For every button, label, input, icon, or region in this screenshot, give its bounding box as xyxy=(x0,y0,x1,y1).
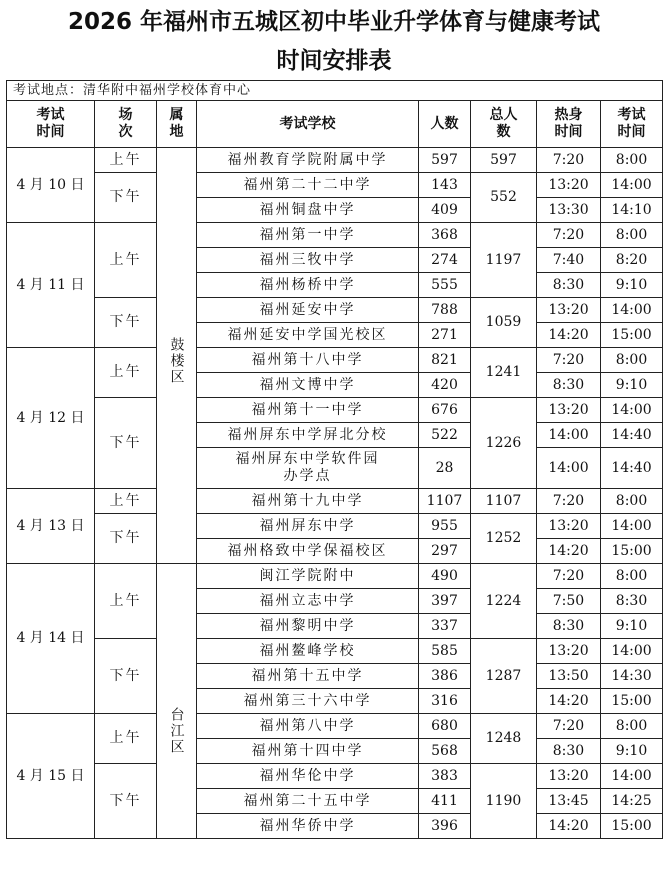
warmup-cell: 14:00 xyxy=(537,448,601,489)
warmup-cell: 13:20 xyxy=(537,514,601,539)
table-row xyxy=(7,398,663,423)
exam-cell: 8:00 xyxy=(601,223,663,248)
warmup-cell: 7:20 xyxy=(537,564,601,589)
total-cell: 1287 xyxy=(471,639,537,714)
session-cell: 下午 xyxy=(95,173,157,223)
warmup-cell: 14:00 xyxy=(537,423,601,448)
total-cell: 1197 xyxy=(471,223,537,298)
session-cell: 上午 xyxy=(95,223,157,298)
exam-cell: 15:00 xyxy=(601,539,663,564)
table-row xyxy=(7,764,663,789)
header-warmup: 热身 时间 xyxy=(537,101,601,148)
exam-cell: 14:25 xyxy=(601,789,663,814)
school-cell: 福州第十一中学 xyxy=(197,398,419,423)
total-cell: 552 xyxy=(471,173,537,223)
exam-cell: 8:00 xyxy=(601,148,663,173)
warmup-cell: 7:50 xyxy=(537,589,601,614)
warmup-cell: 8:30 xyxy=(537,373,601,398)
count-cell: 396 xyxy=(419,814,471,839)
exam-cell: 14:30 xyxy=(601,664,663,689)
school-cell: 福州文博中学 xyxy=(197,373,419,398)
exam-cell: 14:40 xyxy=(601,423,663,448)
district-cell-gulou xyxy=(157,148,197,564)
warmup-cell: 7:20 xyxy=(537,223,601,248)
school-cell: 福州黎明中学 xyxy=(197,614,419,639)
count-cell: 143 xyxy=(419,173,471,198)
date-cell: 4 月 13 日 xyxy=(7,489,95,564)
school-cell: 福州第十五中学 xyxy=(197,664,419,689)
warmup-cell: 13:30 xyxy=(537,198,601,223)
count-cell: 383 xyxy=(419,764,471,789)
session-cell: 下午 xyxy=(95,514,157,564)
exam-cell: 14:00 xyxy=(601,298,663,323)
school-cell: 福州铜盘中学 xyxy=(197,198,419,223)
warmup-cell: 13:20 xyxy=(537,398,601,423)
district-label-taijiang: 台江区 xyxy=(168,707,185,755)
exam-cell: 8:00 xyxy=(601,714,663,739)
exam-cell: 9:10 xyxy=(601,614,663,639)
table-row xyxy=(7,489,663,514)
warmup-cell: 13:50 xyxy=(537,664,601,689)
table-row xyxy=(7,298,663,323)
session-cell: 下午 xyxy=(95,764,157,839)
school-cell: 福州延安中学国光校区 xyxy=(197,323,419,348)
school-cell: 福州鳌峰学校 xyxy=(197,639,419,664)
school-cell: 福州立志中学 xyxy=(197,589,419,614)
count-cell: 297 xyxy=(419,539,471,564)
warmup-cell: 13:20 xyxy=(537,298,601,323)
count-cell: 585 xyxy=(419,639,471,664)
total-cell: 1226 xyxy=(471,398,537,489)
date-cell: 4 月 10 日 xyxy=(7,148,95,223)
warmup-cell: 13:45 xyxy=(537,789,601,814)
header-exam: 考试 时间 xyxy=(601,101,663,148)
exam-cell: 8:20 xyxy=(601,248,663,273)
warmup-cell: 7:20 xyxy=(537,714,601,739)
school-cell: 福州屏东中学 xyxy=(197,514,419,539)
school-cell: 福州第一中学 xyxy=(197,223,419,248)
date-cell: 4 月 12 日 xyxy=(7,348,95,489)
total-cell: 1241 xyxy=(471,348,537,398)
header-session: 场 次 xyxy=(95,101,157,148)
header-count: 人数 xyxy=(419,101,471,148)
total-cell: 597 xyxy=(471,148,537,173)
warmup-cell: 7:20 xyxy=(537,489,601,514)
count-cell: 522 xyxy=(419,423,471,448)
total-cell: 1248 xyxy=(471,714,537,764)
session-cell: 下午 xyxy=(95,298,157,348)
table-row xyxy=(7,564,663,589)
warmup-cell: 8:30 xyxy=(537,739,601,764)
header-school: 考试学校 xyxy=(197,101,419,148)
count-cell: 821 xyxy=(419,348,471,373)
school-cell: 福州屏东中学软件园 办学点 xyxy=(197,448,419,489)
count-cell: 28 xyxy=(419,448,471,489)
school-cell: 福州华侨中学 xyxy=(197,814,419,839)
header-date: 考试 时间 xyxy=(7,101,95,148)
warmup-cell: 14:20 xyxy=(537,323,601,348)
exam-cell: 14:00 xyxy=(601,173,663,198)
school-cell: 福州第十九中学 xyxy=(197,489,419,514)
exam-cell: 14:00 xyxy=(601,639,663,664)
warmup-cell: 14:20 xyxy=(537,814,601,839)
school-cell: 福州第十四中学 xyxy=(197,739,419,764)
count-cell: 788 xyxy=(419,298,471,323)
exam-cell: 9:10 xyxy=(601,739,663,764)
warmup-cell: 14:20 xyxy=(537,539,601,564)
warmup-cell: 7:20 xyxy=(537,348,601,373)
exam-cell: 15:00 xyxy=(601,689,663,714)
exam-cell: 14:10 xyxy=(601,198,663,223)
date-cell: 4 月 11 日 xyxy=(7,223,95,348)
total-cell: 1190 xyxy=(471,764,537,839)
school-cell: 福州第三十六中学 xyxy=(197,689,419,714)
count-cell: 409 xyxy=(419,198,471,223)
table-row xyxy=(7,514,663,539)
count-cell: 316 xyxy=(419,689,471,714)
total-cell: 1107 xyxy=(471,489,537,514)
session-cell: 下午 xyxy=(95,639,157,714)
warmup-cell: 7:20 xyxy=(537,148,601,173)
warmup-cell: 7:40 xyxy=(537,248,601,273)
table-row xyxy=(7,348,663,373)
school-cell: 福州屏东中学屏北分校 xyxy=(197,423,419,448)
total-cell: 1252 xyxy=(471,514,537,564)
count-cell: 271 xyxy=(419,323,471,348)
count-cell: 490 xyxy=(419,564,471,589)
count-cell: 555 xyxy=(419,273,471,298)
count-cell: 397 xyxy=(419,589,471,614)
exam-cell: 8:00 xyxy=(601,348,663,373)
session-cell: 上午 xyxy=(95,564,157,639)
table-row xyxy=(7,223,663,248)
table-row xyxy=(7,148,663,173)
school-cell: 福州三牧中学 xyxy=(197,248,419,273)
warmup-cell: 14:20 xyxy=(537,689,601,714)
date-cell: 4 月 14 日 xyxy=(7,564,95,714)
count-cell: 337 xyxy=(419,614,471,639)
warmup-cell: 13:20 xyxy=(537,764,601,789)
school-cell: 福州格致中学保福校区 xyxy=(197,539,419,564)
school-cell: 福州第二十五中学 xyxy=(197,789,419,814)
count-cell: 386 xyxy=(419,664,471,689)
exam-cell: 8:00 xyxy=(601,489,663,514)
count-cell: 955 xyxy=(419,514,471,539)
count-cell: 368 xyxy=(419,223,471,248)
session-cell: 上午 xyxy=(95,148,157,173)
header-total: 总人 数 xyxy=(471,101,537,148)
school-cell: 福州延安中学 xyxy=(197,298,419,323)
total-cell: 1059 xyxy=(471,298,537,348)
school-cell: 闽江学院附中 xyxy=(197,564,419,589)
exam-cell: 15:00 xyxy=(601,814,663,839)
exam-location: 考试地点：清华附中福州学校体育中心 xyxy=(7,81,663,101)
count-cell: 680 xyxy=(419,714,471,739)
count-cell: 274 xyxy=(419,248,471,273)
count-cell: 1107 xyxy=(419,489,471,514)
exam-cell: 14:00 xyxy=(601,514,663,539)
schedule-table xyxy=(6,80,663,839)
exam-cell: 14:00 xyxy=(601,398,663,423)
date-cell: 4 月 15 日 xyxy=(7,714,95,839)
exam-cell: 8:30 xyxy=(601,589,663,614)
session-cell: 下午 xyxy=(95,398,157,489)
count-cell: 597 xyxy=(419,148,471,173)
table-row xyxy=(7,714,663,739)
exam-cell: 8:00 xyxy=(601,564,663,589)
school-cell: 福州杨桥中学 xyxy=(197,273,419,298)
count-cell: 411 xyxy=(419,789,471,814)
title-line-1: 2026 年福州市五城区初中毕业升学体育与健康考试 xyxy=(67,9,601,35)
district-cell-taijiang xyxy=(157,564,197,839)
table-row xyxy=(7,173,663,198)
warmup-cell: 8:30 xyxy=(537,273,601,298)
location-row xyxy=(7,81,663,101)
session-cell: 上午 xyxy=(95,714,157,764)
school-cell: 福州第十八中学 xyxy=(197,348,419,373)
district-label-gulou: 鼓楼区 xyxy=(168,336,185,385)
table-row xyxy=(7,639,663,664)
exam-cell: 14:00 xyxy=(601,764,663,789)
session-cell: 上午 xyxy=(95,348,157,398)
exam-cell: 9:10 xyxy=(601,373,663,398)
total-cell: 1224 xyxy=(471,564,537,639)
session-cell: 上午 xyxy=(95,489,157,514)
count-cell: 420 xyxy=(419,373,471,398)
header-district: 属 地 xyxy=(157,101,197,148)
warmup-cell: 13:20 xyxy=(537,173,601,198)
school-cell: 福州教育学院附属中学 xyxy=(197,148,419,173)
school-cell: 福州华伦中学 xyxy=(197,764,419,789)
school-cell: 福州第二十二中学 xyxy=(197,173,419,198)
count-cell: 568 xyxy=(419,739,471,764)
warmup-cell: 8:30 xyxy=(537,614,601,639)
header-row xyxy=(7,101,663,148)
school-cell: 福州第八中学 xyxy=(197,714,419,739)
exam-cell: 9:10 xyxy=(601,273,663,298)
exam-cell: 14:40 xyxy=(601,448,663,489)
title-line-2: 时间安排表 xyxy=(276,48,392,74)
exam-cell: 15:00 xyxy=(601,323,663,348)
warmup-cell: 13:20 xyxy=(537,639,601,664)
count-cell: 676 xyxy=(419,398,471,423)
